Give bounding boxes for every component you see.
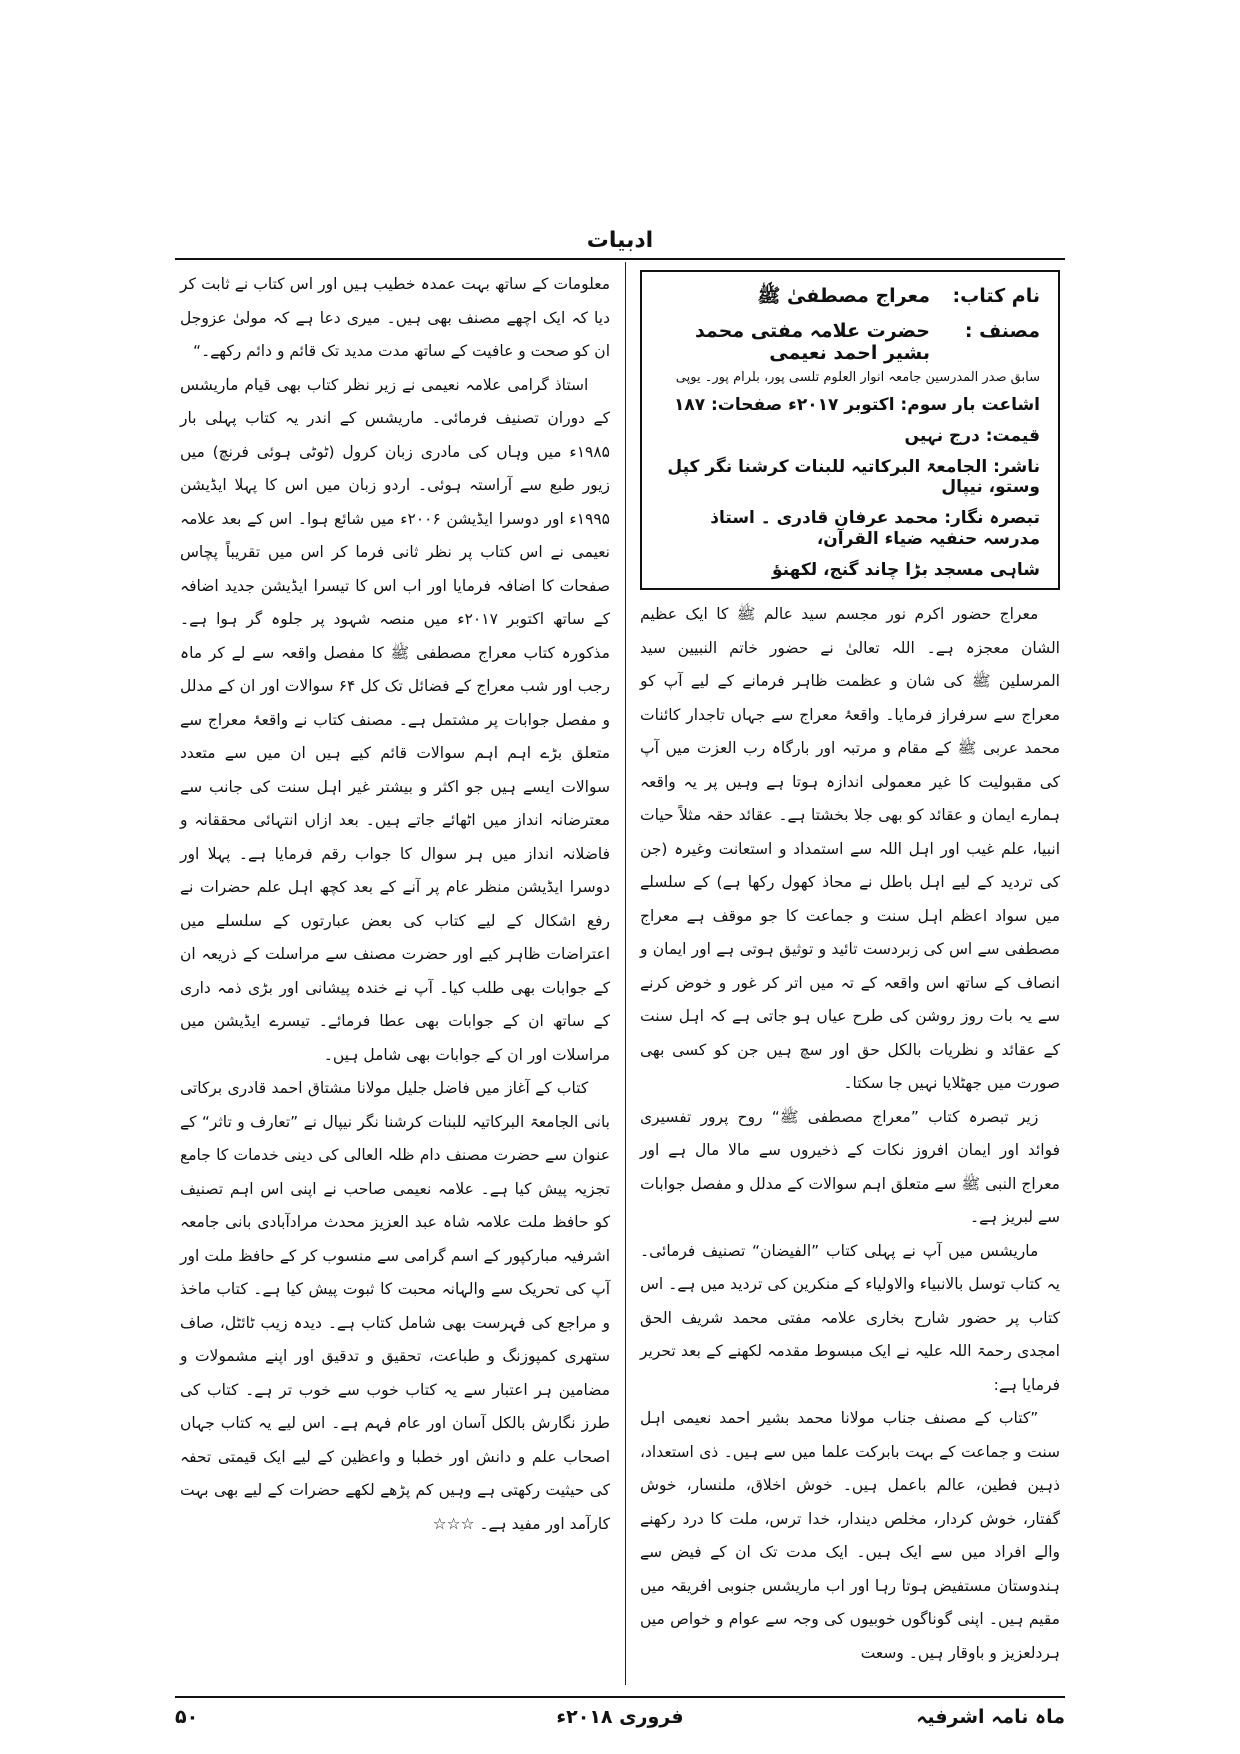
right-paragraph: ماریشس میں آپ نے پہلی کتاب ”الفیضان“ تصنیف فرمائی۔ یہ کتاب توسل بالانبیاء والاولیاء کے منکرین کی تردید میں ہے۔ اس کتاب پر حضور شارح بخاری علامہ مفتی محمد شریف الحق امجدی رحمۃ اللہ علیہ نے ایک مبسوط مقدمہ لکھنے کے بعد تحریر فرمایا ہے:	[640, 1241, 1060, 1394]
book-info-box	[640, 270, 1060, 590]
left-paragraph: استاذ گرامی علامہ نعیمی نے زیر نظر کتاب بھی قیام ماریشس کے دوران تصنیف فرمائی۔ ماریشس کے اندر یہ کتاب پہلی بار ۱۹۸۵ء میں وہاں کی مادری زبان کرول (ٹوٹی ہوئی فرنچ) میں زیور طبع سے آراستہ ہوئی۔ اردو زبان میں اس کا پہلا ایڈیشن ۱۹۹۵ء اور دوسرا ایڈیشن ۲۰۰۶ء میں شائع ہوا۔ اس کے بعد علامہ نعیمی نے اس کتاب پر نظر ثانی فرما کر اس میں تقریباً پچاس صفحات کا اضافہ فرمایا اور اب اس کا تیسرا ایڈیشن جدید اضافہ کے ساتھ اکتوبر ۲۰۱۷ء میں منصہ شہود پر جلوہ گر ہوا ہے۔ مذکورہ کتاب معراج مصطفی ﷺ کا مفصل واقعہ سے لے کر ماہ رجب اور شب معراج کے فضائل تک کل ۶۴ سوالات اور ان کے مدلل و مفصل جوابات پر مشتمل ہے۔ مصنف کتاب نے واقعۂ معراج سے متعلق بڑے اہم اہم سوالات قائم کیے ہیں ان میں سے متعدد سوالات ایسے ہیں جو اکثر و بیشتر غیر اہل سنت کی جانب سے معترضانہ انداز میں اٹھائے جاتے ہیں۔ بعد ازاں انتہائی محققانہ و فاضلانہ انداز میں ہر سوال کا جواب رقم فرمایا ہے۔ پہلا اور دوسرا ایڈیشن منظر عام پر آنے کے بعد کچھ اہل علم حضرات نے رفع اشکال کے لیے کتاب کی بعض عبارتوں کے سلسلے میں اعتراضات ظاہر کیے اور حضرت مصنف سے مراسلت کے ذریعہ ان کے جوابات بھی طلب کیا۔ آپ نے خندہ پیشانی اور بڑی ذمہ داری کے ساتھ ان کے جوابات بھی عطا فرمائے۔ تیسرے ایڈیشن میں مراسلات اور ان کے جوابات بھی شامل ہیں۔	[180, 375, 611, 1064]
issue-date: فروری ۲۰۱۸ء	[556, 1706, 684, 1728]
book-title-label: نام کتاب:	[952, 285, 1040, 307]
right-paragraph: معراج حضور اکرم نور مجسم سید عالم ﷺ کا ایک عظیم الشان معجزہ ہے۔ اللہ تعالیٰ نے حضور خاتم النبیین سید المرسلین ﷺ کی شان و عظمت ظاہر فرمانے کے لیے آپ کو معراج سے سرفراز فرمایا۔ واقعۂ معراج سے جہاں تاجدار کائنات محمد عربی ﷺ کے مقام و مرتبہ اور بارگاہ رب العزت میں آپ کی مقبولیت کا غیر معمولی اندازہ ہوتا ہے وہیں پر یہ واقعہ ہمارے ایمان و عقائد کو بھی جلا بخشتا ہے۔ عقائد حقہ مثلاً حیات انبیا، علم غیب اور اہل اللہ سے استمداد و استعانت وغیرہ (جن کی تردید کے لیے اہل باطل نے محاذ کھول رکھا ہے) کے سلسلے میں سواد اعظم اہل سنت و جماعت کا جو موقف ہے معراج مصطفی سے اس کی زبردست تائید و توثیق ہوتی ہے اور ایمان و انصاف کے ساتھ اس واقعہ کے تہ میں اتر کر غور و خوض کرنے سے یہ بات روز روشن کی طرح عیاں ہو جاتی ہے کہ اہل سنت کے عقائد و نظریات بالکل حق اور سچ ہیں جن کو کسی بھی صورت میں جھٹلایا نہیں جا سکتا۔	[640, 605, 1060, 1092]
author-row	[660, 320, 1040, 364]
header-rule	[175, 258, 1065, 260]
author-label: مصنف :	[964, 320, 1040, 342]
page-footer	[175, 1706, 1065, 1738]
author-value: حضرت علامہ مفتی محمد بشیر احمد نعیمی	[694, 320, 930, 364]
edition-line: اشاعت بار سوم: اکتوبر ۲۰۱۷ء صفحات: ۱۸۷	[673, 395, 1040, 415]
right-paragraph: ”کتاب کے مصنف جناب مولانا محمد بشیر احمد نعیمی اہل سنت و جماعت کے بہت بابرکت علما میں سے ہیں۔ ذی استعداد، ذہین فطین، عالم باعمل ہیں۔ خوش اخلاق، ملنسار، خوش گفتار، خوش کردار، مخلص دیندار، خدا ترس، ملت کا درد رکھنے والے افراد میں سے ایک ہیں۔ ایک مدت تک ان کے فیض سے ہندوستان مستفیض ہوتا رہا اور اب ماریشس جنوبی افریقہ میں مقیم ہیں۔ اپنی گوناگوں خوبیوں کی وجہ سے عوام و خواص میں ہردلعزیز و باوقار ہیں۔ وسعت	[640, 1409, 1060, 1662]
left-paragraph: معلومات کے ساتھ بہت عمدہ خطیب ہیں اور اس کتاب نے ثابت کر دیا کہ ایک اچھے مصنف بھی ہیں۔ میری دعا ہے کہ مولیٰ عزوجل ان کو صحت و عافیت کے ساتھ مدت مدید تک قائم و دائم رکھے۔“	[180, 275, 610, 360]
footer-rule	[175, 1696, 1065, 1698]
book-title-value: معراج مصطفیٰ ﷺ	[757, 285, 930, 307]
price-line: قیمت: درج نہیں	[904, 426, 1040, 446]
right-column	[640, 598, 1060, 1688]
column-divider	[625, 262, 626, 1685]
author-note: سابق صدر المدرسین جامعہ انوار العلوم تلسی پور، بلرام پور۔ یوپی	[675, 370, 1040, 385]
left-paragraph: کتاب کے آغاز میں فاضل جلیل مولانا مشتاق احمد قادری برکاتی بانی الجامعۃ البرکاتیہ للبنات کرشنا نگر نیپال نے ”تعارف و تاثر“ کے عنوان سے حضرت مصنف دام ظلہ العالی کی دینی خدمات کا جامع تجزیہ پیش کیا ہے۔ علامہ نعیمی صاحب نے اپنی اس اہم تصنیف کو حافظ ملت علامہ شاہ عبد العزیز محدث مرادآبادی بانی جامعہ اشرفیہ مبارکپور کے اسم گرامی سے منسوب کر کے حافظ ملت اور آپ کی تحریک سے والہانہ محبت کا ثبوت پیش کیا ہے۔ کتاب ماخذ و مراجع کی فہرست بھی شامل کتاب ہے۔ دیدہ زیب ٹائٹل، صاف ستھری کمپوزنگ و طباعت، تحقیق و تدقیق اور اپنے مشمولات و مضامین ہر اعتبار سے یہ کتاب خوب سے خوب تر ہے۔ کتاب کی طرز نگارش بالکل آسان اور عام فہم ہے۔ اس لیے یہ کتاب جہاں اصحاب علم و دانش اور خطبا و واعظین کے لیے ایک قیمتی تحفہ کی حیثیت رکھتی ہے وہیں کم پڑھے لکھے حضرات کے لیے بھی بہت کارآمد اور مفید ہے۔ ☆☆☆	[180, 1079, 610, 1533]
magazine-name: ماہ نامہ اشرفیہ	[916, 1706, 1065, 1728]
publisher-line: ناشر: الجامعۃ البرکاتیہ للبنات کرشنا نگر کپل وستو، نیپال	[667, 457, 1040, 497]
right-paragraph: زیر تبصرہ کتاب ”معراج مصطفی ﷺ“ روح پرور تفسیری فوائد اور ایمان افروز نکات کے ذخیروں سے مالا مال ہے اور معراج النبی ﷺ سے متعلق اہم سوالات کے مدلل و مفصل جوابات سے لبریز ہے۔	[640, 1107, 1060, 1226]
page-number: ۵۰	[175, 1706, 199, 1728]
section-title: ادبیات	[586, 228, 654, 253]
book-title-row	[660, 284, 1040, 312]
left-column	[180, 268, 610, 1688]
reviewer-line: تبصرہ نگار: محمد عرفان قادری ۔ استاذ مدرسہ حنفیہ ضیاء القرآن،	[710, 508, 1040, 549]
reviewer-address: شاہی مسجد بڑا چاند گنج، لکھنؤ	[772, 560, 1040, 580]
